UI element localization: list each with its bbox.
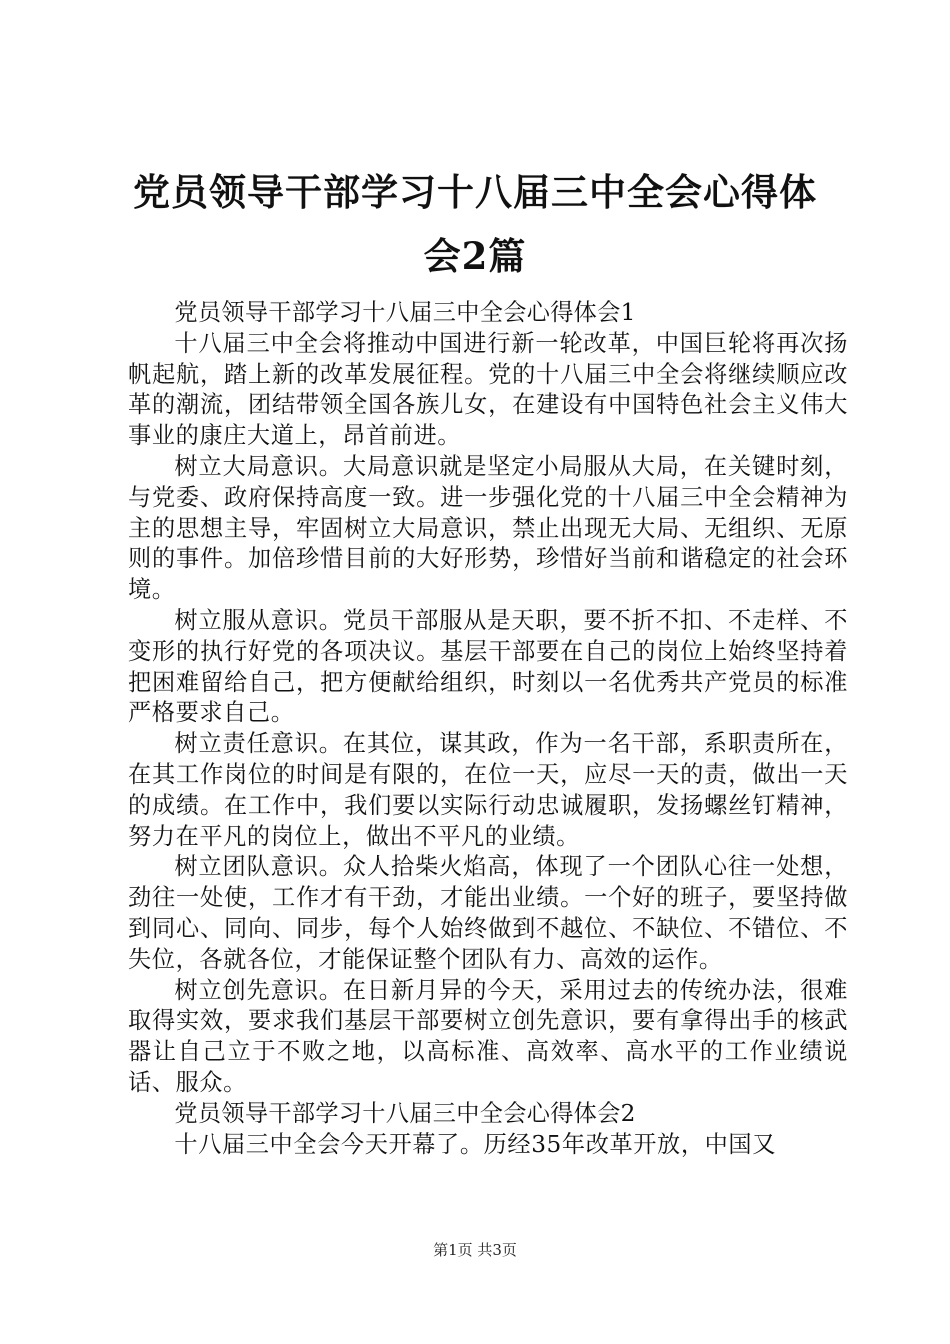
document-body bbox=[128, 298, 848, 1160]
section-heading-2: 党员领导干部学习十八届三中全会心得体会2 bbox=[174, 1099, 636, 1127]
paragraph-responsibility: 树立责任意识。在其位，谋其政，作为一名干部，系职责所在，在其工作岗位的时间是有限的，在位一天，应尽一天的责，做出一天的成绩。在工作中，我们要以实际行动忠诚履职，发扬螺丝钉精神，努力在平凡的岗位上，做出不平凡的业绩。 bbox=[128, 730, 848, 850]
paragraph-intro: 十八届三中全会将推动中国进行新一轮改革，中国巨轮将再次扬帆起航，踏上新的改革发展征程。党的十八届三中全会将继续顺应改革的潮流，团结带领全国各族儿女，在建设有中国特色社会主义伟大事业的康庄大道上，昂首前进。 bbox=[128, 329, 848, 450]
paragraph-obedience: 树立服从意识。党员干部服从是天职，要不折不扣、不走样、不变形的执行好党的各项决议。基层干部要在自己的岗位上始终坚持着把困难留给自己，把方便献给组织，时刻以一名优秀共产党员的标准严格要求自己。 bbox=[128, 606, 848, 727]
page-number-footer: 第1页 共3页 bbox=[433, 1241, 517, 1259]
section-heading-1: 党员领导干部学习十八届三中全会心得体会1 bbox=[174, 299, 636, 326]
paragraph-big-picture: 树立大局意识。大局意识就是坚定小局服从大局，在关键时刻，与党委、政府保持高度一致。进一步强化党的十八届三中全会精神为主的思想主导，牢固树立大局意识，禁止出现无大局、无组织、无原则的事件。加倍珍惜目前的大好形势，珍惜好当前和谐稳定的社会环境。 bbox=[128, 452, 848, 604]
paragraph-teamwork: 树立团队意识。众人拾柴火焰高，体现了一个团队心往一处想，劲往一处使，工作才有干劲，才能出业绩。一个好的班子，要坚持做到同心、同向、同步，每个人始终做到不越位、不缺位、不错位、不失位，各就各位，才能保证整个团队有力、高效的运作。 bbox=[128, 853, 848, 973]
paragraph-section-2-intro: 十八届三中全会今天开幕了。历经35年改革开放，中国又 bbox=[174, 1130, 776, 1158]
paragraph-innovation: 树立创先意识。在日新月异的今天，采用过去的传统办法，很难取得实效，要求我们基层干部要树立创先意识，要有拿得出手的核武器让自己立于不败之地，以高标准、高效率、高水平的工作业绩说话、服众。 bbox=[128, 976, 848, 1096]
document-title: 党员领导干部学习十八届三中全会心得体会2篇 bbox=[133, 170, 817, 278]
